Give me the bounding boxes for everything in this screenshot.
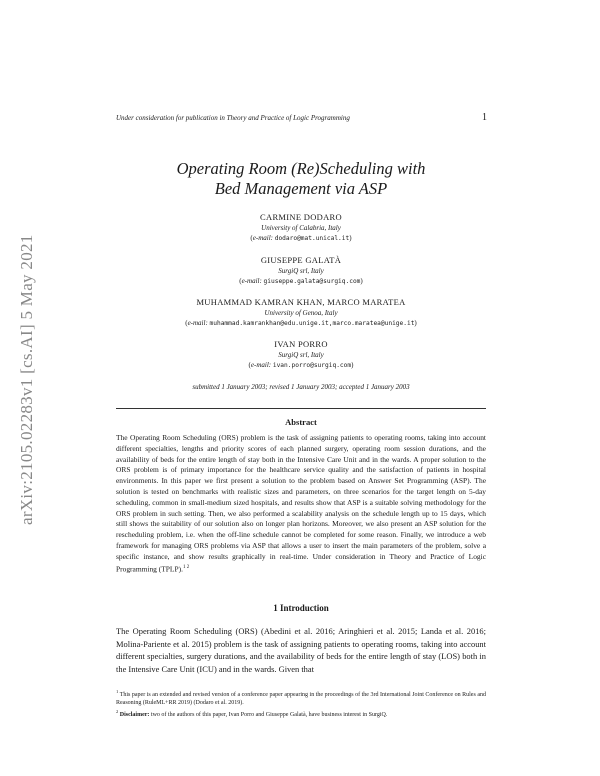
author-affiliation: University of Genoa, Italy (264, 309, 338, 317)
author-block-3 (116, 297, 486, 329)
footnote-2: $^2$ Disclaimer: two of the authors of this paper, Ivan Porro and Giuseppe Galatà, have business interest in SurgiQ. (116, 709, 388, 718)
author-affiliation: SurgiQ srl, Italy (278, 351, 324, 359)
author-affiliation: University of Calabria, Italy (261, 224, 341, 232)
author-block-1 (116, 212, 486, 244)
author-name: GIUSEPPE GALATÀ (260, 255, 342, 265)
submission-dates: submitted 1 January 2003; revised 1 January 2003; accepted 1 January 2003 (192, 383, 410, 391)
title-line-1: Operating Room (Re)Scheduling with (176, 159, 426, 178)
author-email: (e-mail: ivan.porro@surgiq.com) (248, 361, 354, 369)
section-heading: 1 Introduction (273, 603, 329, 613)
page-number: 1 (482, 112, 487, 123)
intro-paragraph: The Operating Room Scheduling (ORS) (Abedini et al. 2016; Aringhieri et al. 2015; Landa et al. 2016; Molina-Pariente et al. 2015) problem is the task of assigning patients to operating rooms, taking into account different specialties, surgery durations, and the availability of beds for the entire length of stay (LOS) both in the Intensive Care Unit (ICU) and in the wards. Given that (116, 626, 486, 674)
abstract-rule (116, 408, 486, 409)
author-affiliation: SurgiQ srl, Italy (278, 267, 324, 275)
author-name: IVAN PORRO (274, 339, 328, 349)
author-name: CARMINE DODARO (260, 212, 342, 222)
author-block-4 (116, 339, 486, 371)
abstract-text: The Operating Room Scheduling (ORS) problem is the task of assigning patients to operating rooms, taking into account different specialties, lengths and priority scores of each planned surgery, operating room session durations, and the availability of beds for the entire length of stay both in the Intensive Care Unit and in the wards. A proper solution to the ORS problem is of primary importance for the healthcare service quality and the satisfaction of patients in hospital environments. In this paper we first present a solution to the problem based on Answer Set Programming (ASP). The solution is tested on benchmarks with realistic sizes and parameters, on three scenarios for the target length on 5-day scheduling, common in small-medium sized hospitals, and results show that ASP is a suitable solving methodology for the ORS problem in such setting. Then, we also performed a scalability analysis on the schedule length up to 15 days, which still shows the suitability of our solution also on longer plan horizons. Moreover, we also present an ASP solution for the rescheduling problem, i.e. when the off-line schedule cannot be completed for some reason. Finally, we introduce a web framework for managing ORS problems via ASP that allows a user to insert the main parameters of the problem, solve a specific instance, and show results graphically in real-time. Under consideration in Theory and Practice of Logic Programming (TPLP).$^{1 2}$ (116, 433, 486, 574)
author-email: (e-mail: dodaro@mat.unical.it) (250, 234, 352, 242)
paper-title (116, 159, 486, 199)
footnote-1: $^1$ This paper is an extended and revised version of a conference paper appearing in the proceedings of the 3rd International Joint Conference on Rules and Reasoning (RuleML+RR 2019) (Dodaro et al. 2019). (116, 689, 486, 706)
running-head: Under consideration for publication in Theory and Practice of Logic Programming (116, 114, 350, 122)
abstract-heading: Abstract (285, 417, 317, 427)
author-block-2 (116, 255, 486, 287)
author-email: (e-mail: giuseppe.galata@surgiq.com) (239, 277, 363, 285)
title-line-2: Bed Management via ASP (214, 179, 388, 198)
author-name: MUHAMMAD KAMRAN KHAN, MARCO MARATEA (196, 297, 406, 307)
footnote-marks: 1 2 (182, 564, 190, 570)
arxiv-stamp: arXiv:2105.02283v1 [cs.AI] 5 May 2021 (17, 234, 36, 525)
author-email: (e-mail: muhammad.kamrankhan@edu.unige.it,marco.maratea@unige.it) (185, 319, 417, 327)
